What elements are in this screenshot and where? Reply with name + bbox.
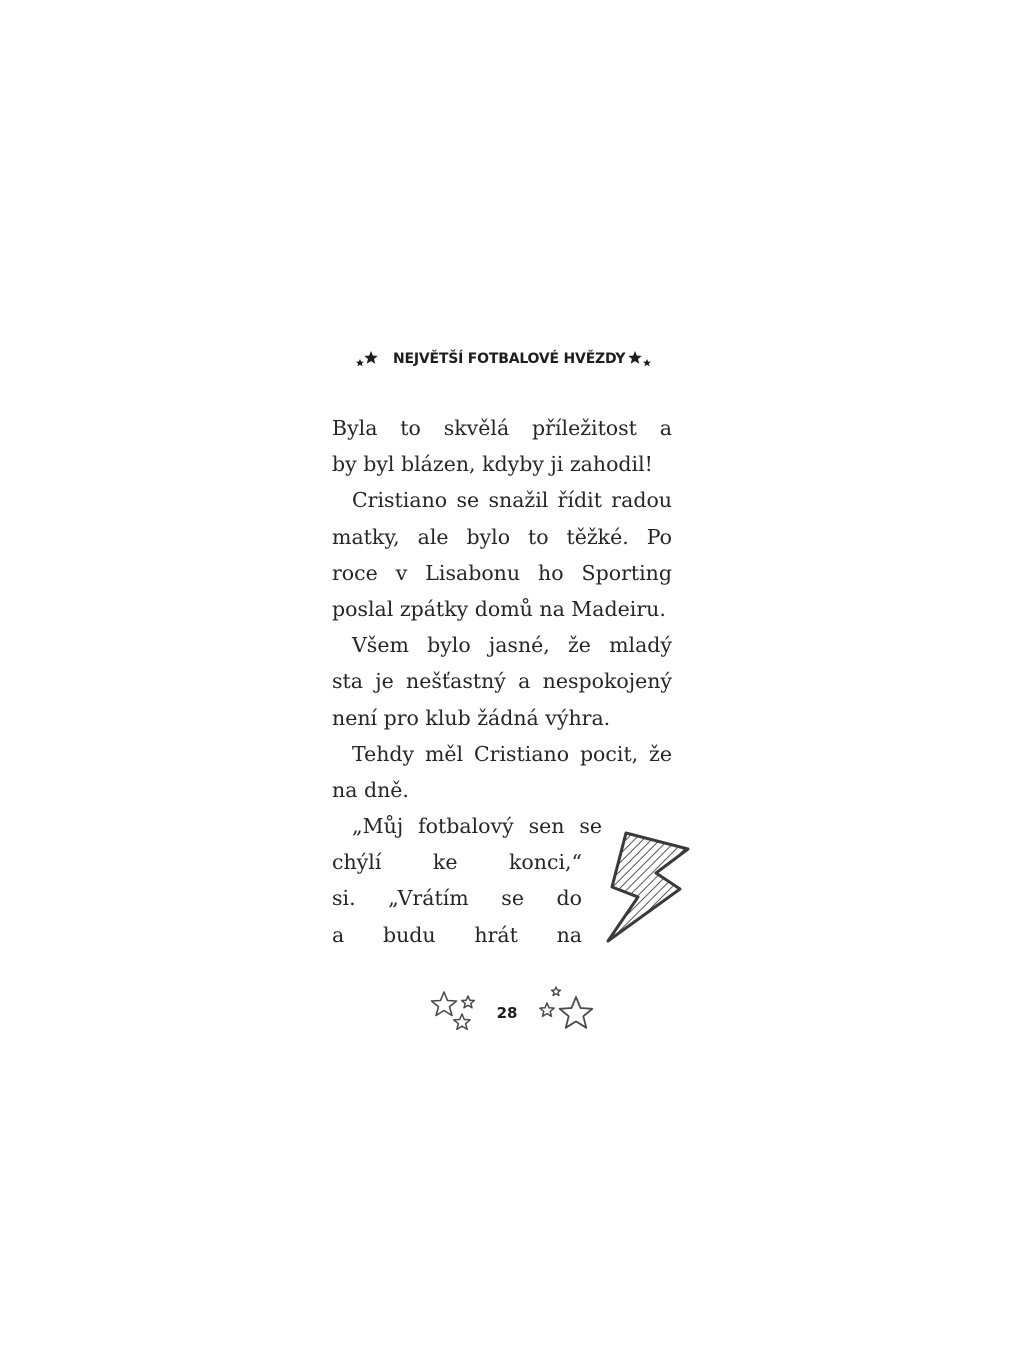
text-line: Byla to skvělá příležitost a: [332, 416, 672, 440]
text-line: matky, ale bylo to těžké. Po: [332, 524, 672, 549]
stars-icon: [355, 350, 381, 368]
text-line: sta je nešťastný a nespokojený: [332, 669, 672, 694]
paragraph: [332, 482, 672, 627]
text-line: roce v Lisabonu ho Sporting: [332, 560, 672, 585]
text-line: není pro klub žádná výhra.: [332, 705, 611, 730]
text-line: si. „Vrátím se do: [332, 886, 582, 911]
text-line: „Můj fotbalový sen se: [352, 814, 602, 839]
stars-icon: [627, 350, 653, 368]
outline-stars-icon: [428, 988, 480, 1034]
text-line: Cristiano se snažil řídit radou: [352, 488, 672, 513]
running-head: [355, 348, 655, 370]
text-line: by byl blázen, kdyby ji zahodil!: [332, 452, 653, 477]
running-head-title: NEJVĚTŠÍ FOTBALOVÉ HVĚZDY: [393, 351, 626, 367]
text-line: chýlí ke konci,“: [332, 850, 582, 875]
outline-stars-icon: [536, 985, 600, 1039]
text-line: poslal zpátky domů na Madeiru.: [332, 596, 666, 621]
text-line: Všem bylo jasné, že mladý: [352, 633, 672, 658]
paragraph: [332, 410, 672, 482]
text-line: na dně.: [332, 777, 409, 802]
page-number: 28: [496, 1004, 518, 1022]
paragraph: [332, 627, 672, 736]
text-line: Tehdy měl Cristiano pocit, že: [352, 741, 672, 766]
paragraph: [332, 736, 672, 808]
lightning-bolt-icon: [604, 827, 694, 947]
text-line: a budu hrát na: [332, 922, 582, 947]
